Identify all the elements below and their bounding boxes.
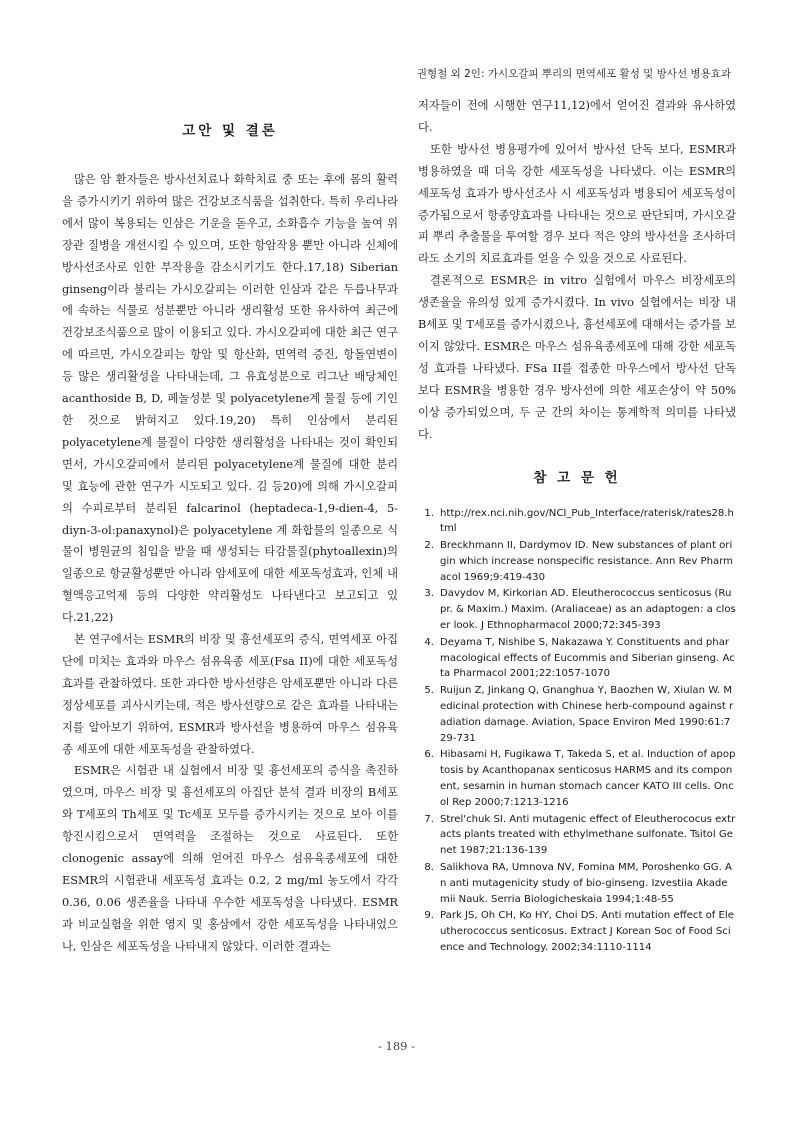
reference-number: 4. [424, 636, 434, 648]
paragraph: 또한 방사선 병용평가에 있어서 방사선 단독 보다, ESMR과 병용하였을 때 더욱 강한 세포독성을 나타냈다. 이는 ESMR의 세포독성 효과가 방사선조사 시 세포독성과 병용되어 세포독성이 증가됨으로서 항종양효과를 나타내는 것으로 판단되며, 가시오갈피 뿌리 추출물을 투여할 경우 보다 적은 양의 방사선을 조사하더라도 소기의 치료효과를 얻을 수 있을 것으로 사료된다. [418, 142, 736, 266]
right-column [418, 95, 736, 957]
reference-text: Park JS, Oh CH, Ko HY, Choi DS. Anti mutation effect of Eleutherococcus senticosus. Extract J Korean Soc of Food Science and Technology. 2002;34:1110-1114 [440, 910, 734, 954]
paragraph: 본 연구에서는 ESMR의 비장 및 흉선세포의 증식, 면역세포 아집단에 미치는 효과와 마우스 섬유육종 세포(Fsa II)에 대한 세포독성효과를 관찰하였다. 또한 과다한 방사선량은 암세포뿐만 아니라 다른 정상세포를 괴사시키는데, 적은 방사선량으로 같은 효과를 나타내는지를 알아보기 위하여, ESMR과 방사선을 병용하여 마우스 섬유육종 세포에 대한 세포독성을 관찰하였다. [62, 633, 398, 756]
reference-text: Deyama T, Nishibe S, Nakazawa Y. Constituents and pharmacological effects of Eucommis and Siberian ginseng. Acta Pharmacol 2001;22:1057-1070 [440, 636, 735, 680]
section-title-references: 참 고 문 헌 [533, 469, 621, 486]
reference-text: Ruijun Z, Jinkang Q, Gnanghua Y, Baozhen W, Xiulan W. Medicinal protection with Chinese herb-compound against radiation damage. Aviation, Space Environ Med 1990:61:729-731 [440, 685, 734, 744]
reference-item [418, 586, 736, 633]
reference-item [418, 538, 736, 585]
reference-text: Breckhmann II, Dardymov ID. New substances of plant origin which increase nonspecific resistance. Ann Rev Pharmacol 1969;9:419-430 [440, 540, 734, 583]
left-column [62, 95, 398, 958]
reference-text: http://rex.nci.nih.gov/NCI_Pub_Interface/raterisk/rates28.html [440, 507, 734, 535]
reference-number: 2. [424, 540, 434, 552]
paragraph: ESMR은 시험관 내 실험에서 비장 및 흉선세포의 증식을 촉진하였으며, 마우스 비장 및 흉선세포의 아집단 분석 결과 비장의 B세포와 T세포의 Th세포 및 Tc세포 모두를 증가시키는 것으로 보아 이를 항진시킴으로서 면역력을 조절하는 것으로 사료된다. 또한 clonogenic assay에 의해 얻어진 마우스 섬유육종세포에 대한 ESMR의 시험관내 세포독성 효과는 0.2, 2 mg/ml 농도에서 각각 0.36, 0.06 생존율을 나타내 우수한 세포독성을 나타냈다. ESMR과 비교실험을 위한 영지 및 홍삼에서 강한 세포독성을 나타내었으나, 인삼은 세포독성을 나타내지 않았다. 이러한 결과는 [62, 764, 398, 953]
reference-number: 5. [424, 685, 434, 697]
reference-item [418, 747, 736, 810]
reference-text: Strel'chuk SI. Anti mutagenic effect of Eleutherococus extracts plants treated with ethylmethane sulfonate. Tsitol Genet 1987;21:136-139 [440, 813, 736, 857]
section-title-discussion: 고안 및 결론 [182, 123, 278, 139]
reference-text: Davydov M, Kirkorian AD. Eleutherococcus senticosus (Rupr. & Maxim.) Maxim. (Araliaceae) as an adaptogen: a closer look. J Ethnopharmacol 2000;72:345-393 [440, 588, 736, 632]
reference-number: 8. [424, 862, 434, 874]
reference-number: 7. [424, 813, 434, 825]
reference-text: Salikhova RA, Umnova NV, Fomina MM, Poroshenko GG. An anti mutagenicity study of bio-ginseng. Izvestiia Akademii Nauk. Serria Biologicheskaia 1994;1:48-55 [440, 862, 732, 905]
reference-item [418, 812, 736, 859]
reference-list [418, 506, 736, 956]
page-number: - 189 - [377, 1039, 416, 1053]
reference-number: 3. [424, 588, 434, 600]
reference-item [418, 506, 736, 538]
reference-item [418, 860, 736, 907]
reference-text: Hibasami H, Fugikawa T, Takeda S, et al. Induction of apoptosis by Acanthopanax senticosus HARMS and its component, sesamin in human stomach cancer KATO III cells. Oncol Rep 2000;7:1213-1216 [440, 749, 736, 808]
paragraph: 결론적으로 ESMR은 in vitro 실험에서 마우스 비장세포의 생존율을 유의성 있게 증가시켰다. In vivo 실험에서는 비장 내 B세포 및 T세포를 증가시켰으나, 흉선세포에 대해서는 증가를 보이지 않았다. ESMR은 마우스 섬유육종세포에 대해 강한 세포독성 효과를 나타냈다. FSa II를 접종한 마우스에서 방사선 단독 보다 ESMR을 병용한 경우 방사선에 의한 세포손상이 약 50% 이상 증가되었으며, 두 군 간의 차이는 통계학적 의미를 나타냈다. [418, 274, 736, 441]
reference-number: 1. [424, 507, 434, 519]
reference-number: 6. [424, 749, 434, 761]
running-header: 권형철 외 2인: 가시오갈피 뿌리의 면역세포 활성 및 방사선 병용효과 [416, 68, 731, 80]
reference-item [418, 683, 736, 746]
reference-item [418, 635, 736, 682]
paragraph: 많은 암 환자들은 방사선치료나 화학치료 중 또는 후에 몸의 활력을 증가시키기 위하여 많은 건강보조식품을 섭취한다. 특히 우리나라에서 많이 복용되는 인삼은 기운을 돋우고, 소화흡수 기능을 높여 위장관 질병을 개선시킬 수 있으며, 또한 항암작용 뿐만 아니라 신체에 방사선조사로 인한 부작용을 감소시키기도 한다.17,18) Siberian ginseng이라 불리는 가시오갈피는 이러한 인삼과 같은 두릅나무과에 속하는 식물로 성분뿐만 아니라 생리활성 또한 유사하여 최근에 건강보조식품으로 많이 이용되고 있다. 가시오갈피에 대한 최근 연구에 따르면, 가시오갈피는 항암 및 항산화, 면역력 증진, 항돌연변이 등 많은 생리활성을 나타내는데, 그 유효성분으로 리그난 배당체인 acanthoside B, D, 페놀성분 및 polyacetylene계 물질 등에 기인한 것으로 밝혀지고 있다.19,20) 특히 인삼에서 분리된 polyacetylene계 물질이 다양한 생리활성을 나타내는 것이 확인되면서, 가시오갈피에서 분리된 polyacetylene계 물질에 대한 분리 및 효능에 관한 연구가 시도되고 있다. 김 등20)에 의해 가시오갈피의 수피로부터 분리된 falcarinol (heptadeca-1,9-dien-4, 5-diyn-3-ol:panaxynol)은 polyacetylene 계 화합물의 일종으로 식물이 병원균의 침입을 받을 때 생성되는 타감물질(phytoallexin)의 일종으로 항균활성뿐만 아니라 암세포에 대한 세포독성효과, 인체 내 혈액응고억제 등의 다양한 약리활성도 나타낸다고 보고되고 있다.21,22) [62, 173, 398, 625]
reference-number: 9. [424, 910, 434, 922]
paragraph-continuation: 저자들이 전에 시행한 연구11,12)에서 얻어진 결과와 유사하였다. [418, 99, 736, 134]
reference-item [418, 908, 736, 955]
